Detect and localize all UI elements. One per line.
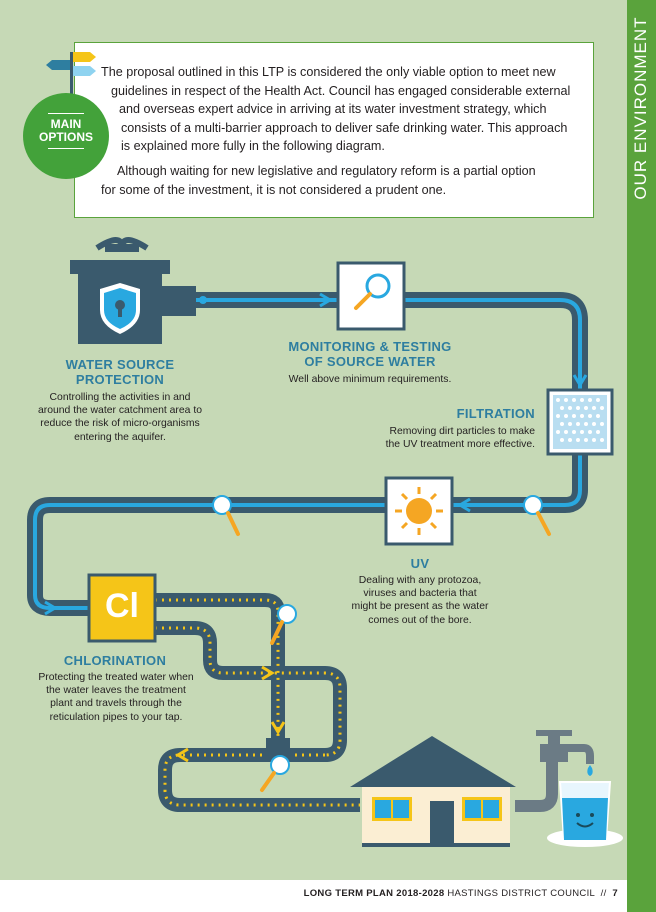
monitoring-title-line: OF SOURCE WATER: [304, 354, 436, 369]
filtration-description: [335, 425, 535, 451]
monitoring-title-line: MONITORING & TESTING: [288, 339, 452, 354]
filtration-filter-icon: [548, 390, 612, 454]
chlorination-title: CHLORINATION: [63, 653, 167, 668]
page-footer: [304, 888, 618, 899]
page-number: 7: [612, 888, 618, 899]
source-description-line: entering the aquifer.: [74, 431, 166, 443]
filtration-description-line: the UV treatment more effective.: [385, 439, 535, 451]
section-title: OUR ENVIRONMENT: [631, 16, 650, 200]
filtration-title: FILTRATION: [456, 406, 535, 421]
source-description-line: Controlling the activities in and: [49, 392, 191, 403]
chlorination-description-line: Protecting the treated water when: [38, 672, 194, 683]
badge-line-1: MAIN: [50, 117, 82, 131]
chlorination-description-line: the water leaves the treatment: [46, 685, 186, 697]
house-icon: [350, 736, 516, 847]
intro-line: The proposal outlined in this LTP is considered the only viable option to meet new: [101, 65, 556, 79]
filtration-description-line: Removing dirt particles to make: [389, 426, 535, 437]
uv-description-line: viruses and bacteria that: [363, 588, 477, 600]
source-description-line: reduce the risk of micro-organisms: [40, 418, 200, 430]
source-description: [20, 391, 220, 444]
water-glass-icon: [547, 782, 623, 847]
footer-council: HASTINGS DISTRICT COUNCIL: [447, 888, 595, 899]
water-source-tank: [70, 240, 207, 344]
chlorination-description: [20, 671, 212, 724]
uv-title: UV: [410, 556, 430, 571]
chlorination-description-line: reticulation pipes to your tap.: [49, 711, 183, 723]
uv-description-line: might be present as the water: [351, 601, 489, 613]
intro-line: is explained more fully in the following diagram.: [121, 139, 385, 153]
uv-sun-icon: [386, 478, 452, 544]
source-description-line: around the water catchment area to: [37, 405, 203, 417]
monitoring-magnifier-icon: [338, 263, 404, 329]
intro-line: and overseas expert advice in arriving at its water investment strategy, which: [119, 102, 547, 116]
footer-separator: //: [600, 888, 607, 899]
monitoring-description-line: Well above minimum requirements.: [288, 374, 452, 385]
valve-inspection-icon: [262, 738, 290, 790]
chlorination-description-line: plant and travels through the: [50, 698, 182, 710]
source-title-line: WATER SOURCE: [65, 357, 175, 372]
footer-plan: LONG TERM PLAN 2018-2028: [303, 888, 445, 899]
uv-description-line: comes out of the bore.: [368, 614, 472, 626]
badge-line-2: OPTIONS: [38, 130, 93, 144]
intro-line: Although waiting for new legislative and regulatory reform is a partial option: [117, 164, 536, 178]
intro-line: for some of the investment, it is not considered a prudent one.: [101, 182, 447, 197]
source-title: [40, 357, 200, 387]
intro-line: consists of a multi-barrier approach to deliver safe drinking water. This approach: [121, 120, 568, 135]
chlorine-symbol: Cl: [105, 587, 139, 625]
monitoring-description: [270, 373, 470, 386]
uv-description-line: Dealing with any protozoa,: [358, 575, 482, 586]
uv-description: [320, 574, 520, 627]
intro-line: guidelines in respect of the Health Act. Council has engaged considerable external: [111, 83, 571, 98]
monitoring-title: [270, 339, 470, 369]
source-title-line: PROTECTION: [75, 372, 165, 387]
